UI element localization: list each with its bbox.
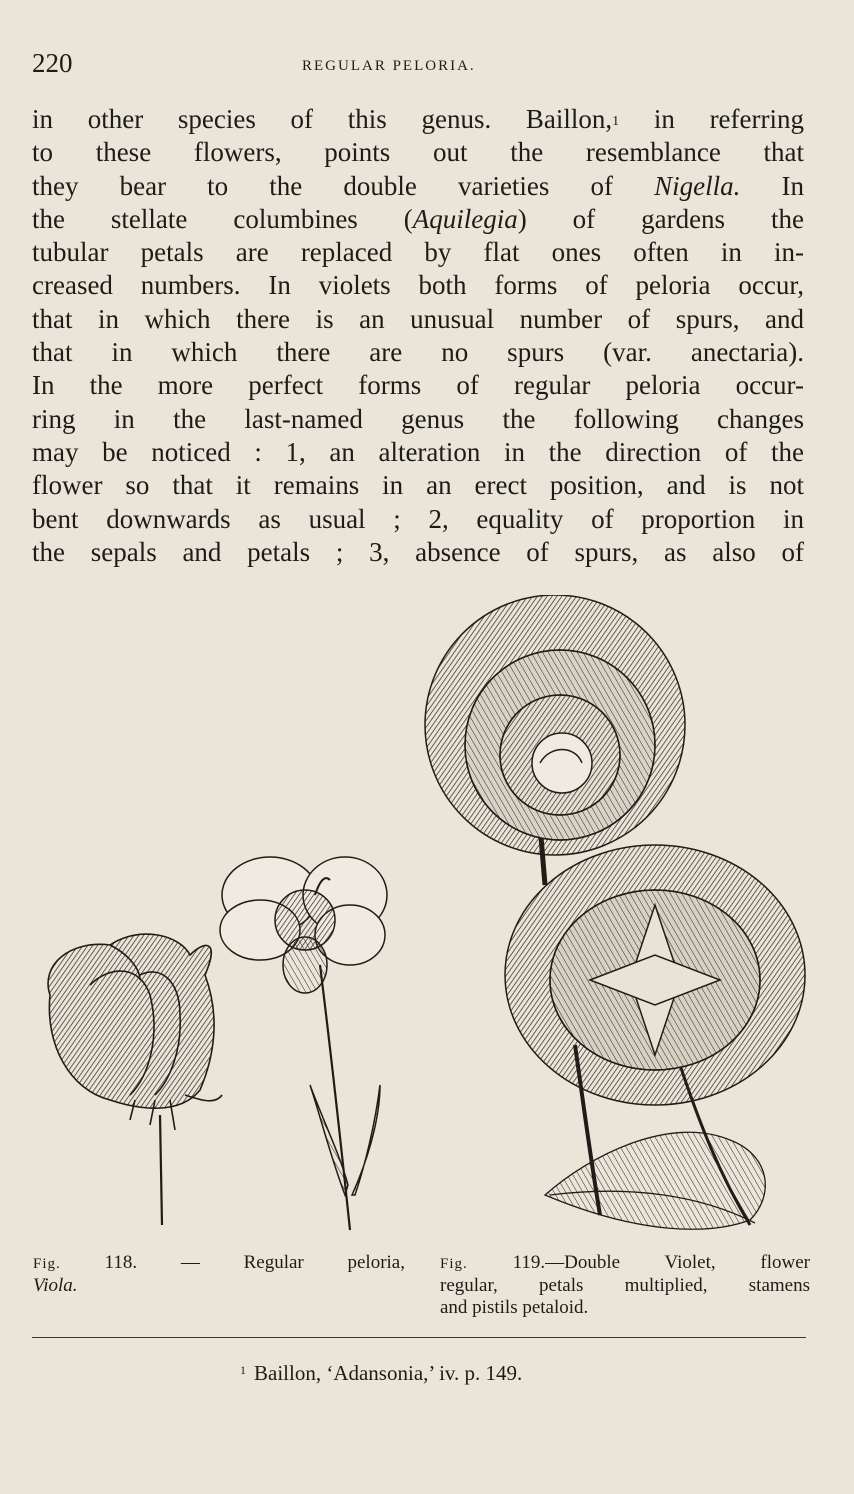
footnote-rule: [32, 1337, 806, 1338]
header-title: REGULAR PELORIA.: [302, 58, 476, 74]
text-line: they bear to the double varieties of Nigella. In: [32, 170, 804, 201]
text-line: may be noticed : 1, an alteration in the direction of the: [32, 436, 804, 467]
text-line: flower so that it remains in an erect position, and is not: [32, 470, 804, 501]
text-line: in other species of this genus. Baillon,$^1$ in referring: [32, 104, 804, 134]
running-head: [32, 48, 806, 82]
footnote-marker: 1: [240, 1363, 246, 1377]
text-line: that in which there is an unusual number of spurs, and: [32, 303, 804, 334]
text-line: that in which there are no spurs (var. anectaria).: [32, 337, 804, 368]
caption-genus: Viola.: [33, 1275, 78, 1296]
figure-illustrations: [30, 595, 820, 1245]
caption-fig-119: Fig. 119.—Double Violet, flower regular, petals multiplied, stamens and pistils petaloid.: [440, 1252, 810, 1318]
text-line: bent downwards as usual ; 2, equality of proportion in: [32, 503, 804, 534]
text-line: tubular petals are replaced by flat ones often in in-: [32, 237, 804, 268]
text-line: In the more perfect forms of regular peloria occur-: [32, 370, 804, 401]
page-number: 220: [32, 48, 73, 78]
text-line: the sepals and petals ; 3, absence of spurs, as also of: [32, 536, 804, 567]
text-line: creased numbers. In violets both forms of peloria occur,: [32, 270, 804, 301]
text-line: the stellate columbines (Aquilegia) of gardens the: [32, 203, 804, 234]
fig119-upper-bloom: [425, 595, 685, 885]
engraving-illustration: [30, 595, 820, 1245]
footnote-text: Baillon, ‘Adansonia,’ iv. p. 149.: [254, 1361, 523, 1385]
caption-fig-118: Fig. 118. — Regular peloria, Viola.: [33, 1252, 405, 1296]
fig118-open-flower: [220, 857, 387, 1230]
footnote: [240, 1361, 522, 1386]
fig118-bud-flower: [48, 934, 222, 1225]
text-line: ring in the last-named genus the following changes: [32, 403, 804, 434]
text-line: to these flowers, points out the resemblance that: [32, 137, 804, 168]
fig119-leaf: [545, 1132, 765, 1229]
body-text: [32, 103, 804, 569]
